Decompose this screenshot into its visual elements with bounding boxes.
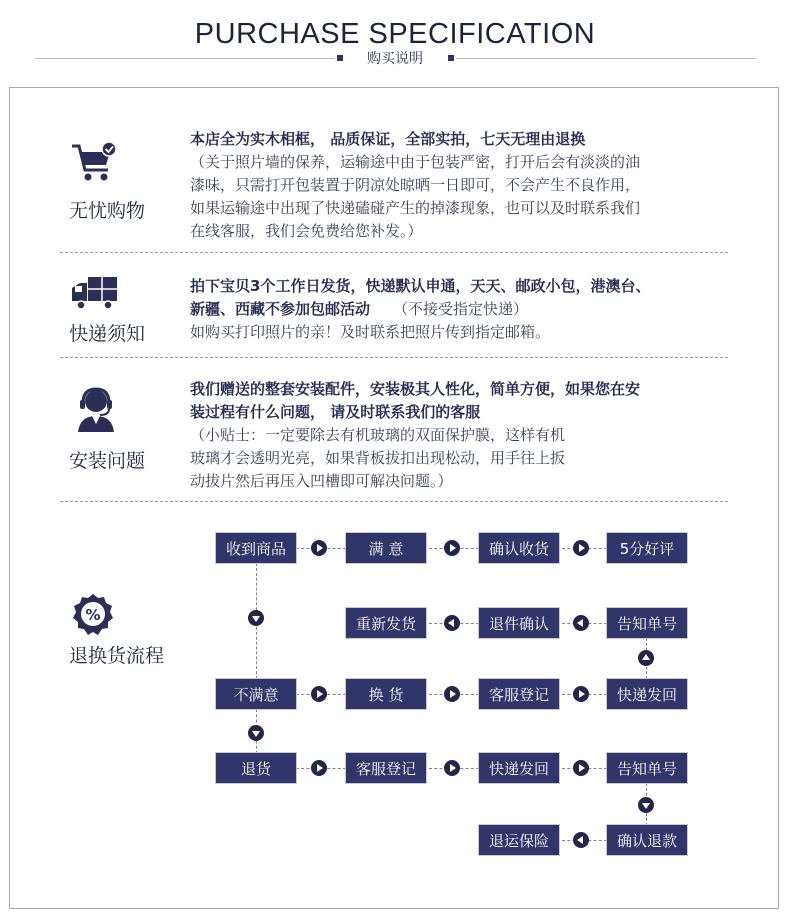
delivery-truck-icon: [70, 274, 120, 318]
page-title: PURCHASE SPECIFICATION: [194, 18, 596, 50]
arrow-left-icon: [573, 615, 589, 631]
flow-step-service-register: 客服登记: [479, 679, 559, 709]
section-divider: [60, 252, 728, 253]
flow-step-confirm-return: 退件确认: [479, 608, 559, 638]
flow-step-return-insurance: 退运保险: [479, 825, 559, 855]
flow-step-confirm-receipt: 确认收货: [479, 533, 559, 563]
header-right-line: [456, 58, 756, 59]
arrow-right-icon: [444, 760, 460, 776]
header-right-dot: [448, 55, 454, 61]
arrow-down-icon: [248, 725, 264, 741]
arrow-up-icon: [638, 650, 654, 666]
page-subtitle: 购买说明: [367, 51, 423, 67]
flow-step-return: 退货: [216, 753, 296, 783]
flow-step-service-register: 客服登记: [346, 753, 426, 783]
arrow-right-icon: [573, 540, 589, 556]
section1-note-line: 如果运输途中出现了快递磕碰产生的掉漆现象，也可以及时联系我们: [190, 199, 641, 217]
customer-service-icon: [74, 386, 118, 438]
section-divider: [60, 501, 728, 502]
arrow-left-icon: [573, 832, 589, 848]
flow-step-received: 收到商品: [216, 533, 296, 563]
flow-step-five-star-review: 5分好评: [607, 533, 687, 563]
arrow-right-icon: [444, 540, 460, 556]
arrow-down-icon: [248, 610, 264, 626]
section2-note-line: 如购买打印照片的亲！及时联系把照片传到指定邮箱。: [190, 323, 551, 341]
section3-bold-line: 装过程有什么问题， 请及时联系我们的客服: [190, 403, 481, 421]
flow-step-reship: 重新发货: [346, 608, 426, 638]
section3-bold-line: 我们赠送的整套安装配件，安装极其人性化，简单方便，如果您在安: [190, 380, 641, 398]
flow-step-exchange: 换 货: [346, 679, 426, 709]
shopping-cart-icon: [70, 140, 120, 188]
section-label-installation: 安装问题: [69, 450, 146, 472]
section2-bold-note: （不接受指定快递）: [393, 300, 529, 318]
arrow-down-icon: [638, 797, 654, 813]
flow-step-satisfied: 满 意: [346, 533, 426, 563]
section3-note-line: 玻璃才会透明光亮，如果背板拔扣出现松动，用手往上扳: [190, 449, 566, 467]
section1-note-line: 在线客服，我们会免费给您补发。）: [190, 222, 423, 240]
flow-step-tracking-number: 告知单号: [607, 753, 687, 783]
section-label-return-process: 退换货流程: [69, 645, 165, 667]
percent-badge-icon: [70, 592, 116, 642]
section1-bold-line: 本店全为实木相框， 品质保证，全部实拍，七天无理由退换: [190, 130, 586, 148]
flow-step-ship-back: 快递发回: [607, 679, 687, 709]
section-divider: [60, 357, 728, 358]
flow-step-tracking-number: 告知单号: [607, 608, 687, 638]
arrow-right-icon: [573, 760, 589, 776]
arrow-right-icon: [573, 686, 589, 702]
section1-note-line: （关于照片墙的保养，运输途中由于包装严密，打开后会有淡淡的油: [190, 153, 641, 171]
section1-note-line: 漆味，只需打开包装置于阴凉处晾晒一日即可，不会产生不良作用，: [190, 176, 641, 194]
content-panel: [9, 87, 779, 909]
section-label-worry-free: 无忧购物: [69, 200, 146, 222]
section2-bold-line2: 新疆、西藏不参加包邮活动: [190, 300, 371, 318]
arrow-right-icon: [444, 686, 460, 702]
arrow-right-icon: [311, 540, 327, 556]
arrow-left-icon: [444, 615, 460, 631]
section-label-shipping: 快递须知: [69, 323, 146, 345]
svg-text:%: %: [85, 606, 101, 624]
flow-step-unsatisfied: 不满意: [216, 679, 296, 709]
flow-step-ship-back: 快递发回: [479, 753, 559, 783]
section3-note-line: （小贴士：一定要除去有机玻璃的双面保护膜，这样有机: [190, 426, 566, 444]
section2-bold-line: 拍下宝贝3个工作日发货，快递默认申通，天天、邮政小包，港澳台、: [190, 277, 651, 295]
flow-step-confirm-refund: 确认退款: [607, 825, 687, 855]
arrow-right-icon: [311, 760, 327, 776]
arrow-right-icon: [311, 686, 327, 702]
section3-note-line: 动拔片然后再压入凹槽即可解决问题。）: [190, 472, 453, 490]
